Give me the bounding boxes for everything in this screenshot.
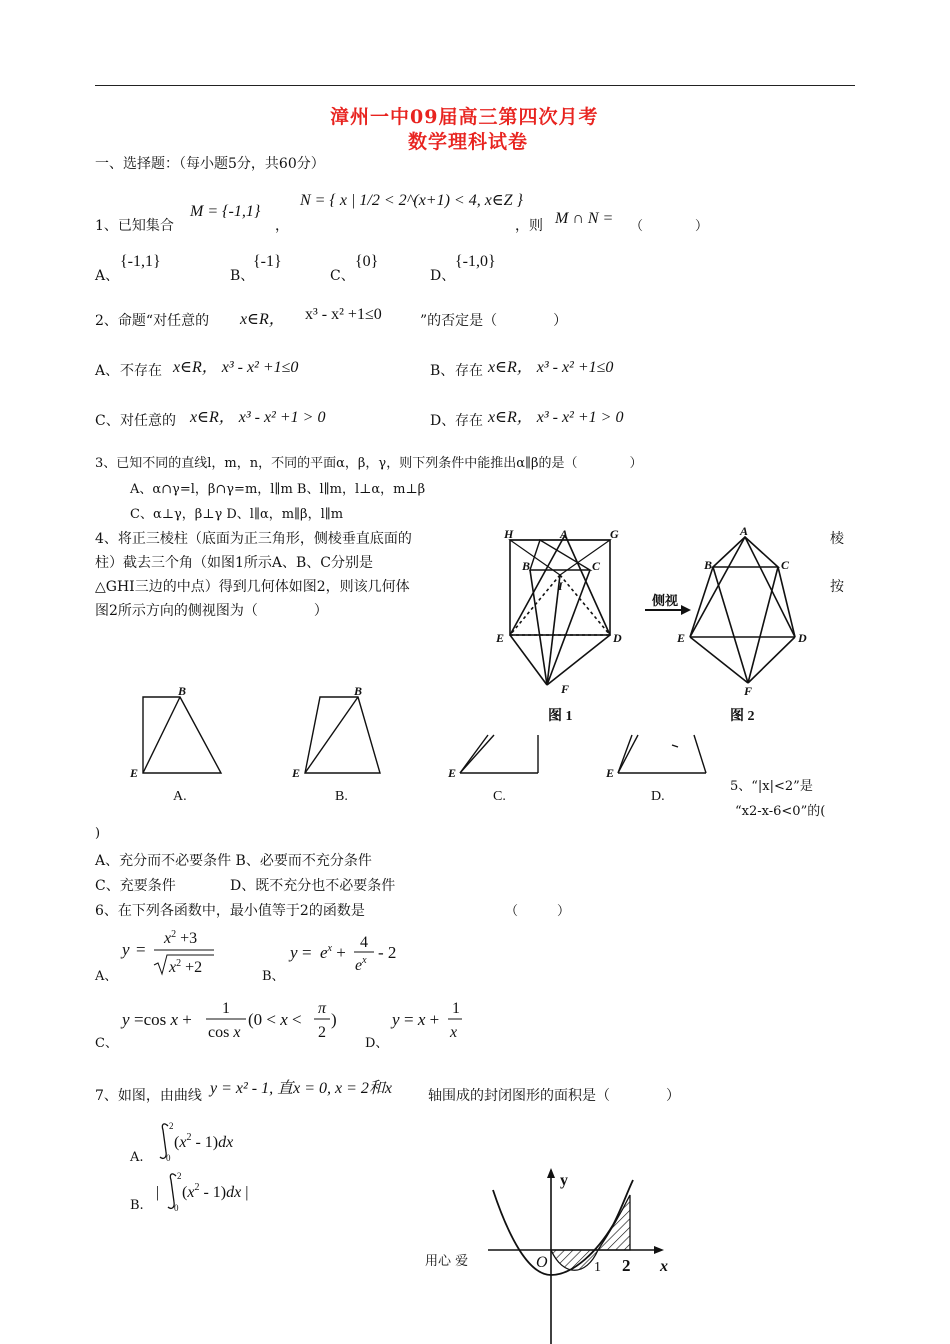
q1-option-a: {-1,1}: [120, 253, 161, 270]
side-view-label: 侧视: [652, 594, 679, 609]
header-rule: [95, 85, 855, 86]
fig2-label-b: B: [704, 558, 713, 572]
q6-option-a-formula: [122, 925, 222, 980]
q1-stem: 1、已知集合: [95, 218, 174, 234]
q7-stem-post: 轴围成的封闭图形的面积是（ ）: [428, 1088, 680, 1104]
q2-option-b-text: 存在: [455, 363, 483, 379]
q6-option-b-formula: [290, 930, 410, 980]
q1-option-c-letter: C、: [330, 268, 355, 284]
svg-text:4: 4: [360, 934, 368, 951]
graph-label-x: x: [660, 1258, 668, 1275]
q7-option-a-formula: [156, 1120, 266, 1165]
fig1-label-e: E: [496, 631, 505, 645]
y-axis-arrow-icon: [547, 1168, 555, 1178]
svg-text:ex +: $e^x$ +: [320, 943, 346, 962]
fig1-label-h: H: [504, 527, 514, 541]
q4-figure-1: [490, 525, 630, 725]
fig2-label-c: C: [781, 558, 790, 572]
q5-option-d: D、既不充分也不必要条件: [230, 878, 396, 894]
svg-text:=: =: [302, 943, 312, 962]
q2-option-a-text: 不存在: [120, 363, 162, 379]
choice-d-caption: D.: [651, 789, 665, 804]
svg-text:y: y: [122, 1010, 130, 1029]
q2-stem: 2、命题“对任意的: [95, 313, 210, 329]
q5-options-ab: A、充分而不必要条件 B、必要而不充分条件: [95, 853, 372, 869]
fig1-label-g: G: [610, 527, 619, 541]
q6-option-c-letter: C、: [95, 1036, 118, 1051]
q1-option-b-letter: B、: [230, 268, 255, 284]
q1-option-b: {-1}: [253, 253, 282, 270]
q3-stem: 3、已知不同的直线l，m，n，不同的平面α，β，γ，则下列条件中能推出α∥β的是（ ）: [95, 456, 643, 471]
q2-option-b-letter: B、: [430, 363, 455, 379]
page-title: 漳州一中09届高三第四次月考: [330, 106, 599, 128]
svg-text:π: π: [318, 1000, 327, 1017]
q4-line3: △GHI三边的中点）得到几何体如图2，则该几何体: [95, 579, 410, 595]
q4-right-1: 棱: [830, 531, 844, 547]
q2-option-d-text: 存在: [455, 413, 483, 429]
q6-option-b-letter: B、: [262, 969, 285, 984]
svg-text:x2 +3: $x^2 +3$: [164, 929, 198, 947]
svg-text:): ): [331, 1010, 337, 1029]
q7-option-a-letter: A.: [130, 1150, 144, 1165]
q1-expr: M ∩ N =: [555, 210, 614, 227]
q3-options-cd: C、α⊥γ，β⊥γ D、l∥α，m∥β，l∥m: [130, 507, 344, 522]
fig2-caption: 图 2: [730, 709, 755, 724]
q2-option-a-math: x∈R， x³ - x² +1≤0: [173, 359, 299, 376]
q6-paren: （ ）: [505, 904, 571, 919]
svg-text:=cos x +: =cos x +: [134, 1010, 192, 1029]
svg-text:x2 +2: $x^2 +2$: [169, 958, 203, 976]
fig1-label-a: A: [560, 527, 569, 541]
q4-choice-c: [448, 725, 548, 805]
svg-text:2: 2: [169, 1121, 174, 1131]
q4-choice-a: [128, 685, 233, 805]
choice-a-caption: A.: [173, 789, 187, 804]
q4-right-2: 按: [830, 579, 844, 595]
fig1-label-f: F: [561, 682, 570, 696]
choice-a-label-b: B: [178, 684, 187, 698]
choice-b-caption: B.: [335, 789, 348, 804]
q4-figure-2: [677, 524, 815, 725]
graph-label-y: y: [560, 1172, 568, 1189]
fig1-label-b: B: [522, 559, 531, 573]
q5-line3: ): [95, 826, 101, 841]
choice-d-label-e: E: [606, 766, 615, 780]
graph-label-1: 1: [594, 1260, 601, 1275]
svg-text:2: 2: [318, 1024, 326, 1041]
svg-text:1: 1: [452, 1000, 460, 1017]
svg-text:(x2 - 1)dx |: $(x^2 - 1)dx$ |: [182, 1182, 249, 1201]
q1-set-n: N = { x | 1/2 < 2^(x+1) < 4, x∈Z }: [300, 192, 523, 209]
choice-c-caption: C.: [493, 789, 506, 804]
choice-b-label-b: B: [354, 684, 363, 698]
choice-a-label-e: E: [130, 766, 139, 780]
q2-option-c-math: x∈R， x³ - x² +1 > 0: [190, 409, 326, 426]
svg-text:y: y: [290, 943, 298, 962]
q4-choice-d: [606, 725, 716, 805]
svg-text:y: y: [392, 1010, 400, 1029]
q1-option-d: {-1,0}: [455, 253, 496, 270]
q5-line2: “x2-x-6<0”的(: [735, 804, 826, 819]
choice-b-label-e: E: [292, 766, 301, 780]
q1-comma: ，: [275, 218, 289, 234]
fig2-label-a: A: [740, 524, 749, 538]
q1-option-d-letter: D、: [430, 268, 456, 284]
q4-line1: 4、将正三棱柱（底面为正三角形，侧棱垂直底面的: [95, 531, 412, 547]
page-subtitle: 数学理科试卷: [408, 131, 529, 153]
q2-option-a-letter: A、: [95, 363, 120, 379]
q1-paren: （ ）: [630, 219, 709, 234]
x-axis-arrow-icon: [654, 1246, 664, 1254]
q3-options-ab: A、α∩γ=l，β∩γ=m，l∥m B、l∥m，l⊥α，m⊥β: [130, 482, 426, 497]
svg-text:1: 1: [222, 1000, 230, 1017]
q7-stem-math: y = x² - 1, 直x = 0, x = 2和x: [210, 1080, 393, 1097]
q6-option-d-formula: [392, 995, 472, 1050]
graph-label-2: 2: [622, 1256, 631, 1275]
q6-stem: 6、在下列各函数中，最小值等于2的函数是: [95, 903, 365, 919]
q5-option-c: C、充要条件: [95, 878, 176, 894]
fig1-label-d: D: [613, 631, 622, 645]
section-heading: 一、选择题：（每小题5分，共60分）: [95, 156, 325, 172]
graph-label-o: O: [536, 1254, 548, 1271]
svg-text:(x2 - 1)dx: $(x^2 - 1)dx$: [174, 1132, 234, 1151]
fig2-label-e: E: [677, 631, 686, 645]
svg-text:y: y: [122, 940, 130, 959]
q1-option-c: {0}: [355, 253, 379, 270]
svg-text:0: 0: [174, 1203, 179, 1213]
q7-graph: [488, 1165, 688, 1344]
q2-option-b-math: x∈R， x³ - x² +1≤0: [488, 359, 614, 376]
q2-option-c-letter: C、: [95, 413, 120, 429]
choice-c-label-e: E: [448, 766, 457, 780]
svg-text:cos x: cos x: [208, 1024, 241, 1041]
svg-text:=: =: [136, 940, 146, 959]
svg-text:|: |: [156, 1184, 160, 1201]
q1-set-m: M = {-1,1}: [190, 203, 261, 220]
svg-text:ex: $e^x$: [355, 955, 367, 974]
q2-stem-post: ”的否定是（ ）: [420, 313, 568, 329]
fig1-label-c: C: [592, 559, 601, 573]
q4-choice-b: [290, 685, 395, 805]
fig1-label-i: I: [558, 579, 563, 593]
svg-text:0: 0: [166, 1153, 171, 1163]
q6-option-c-formula: [122, 995, 342, 1050]
q7-stem: 7、如图，由曲线: [95, 1088, 202, 1104]
fig1-caption: 图 1: [548, 709, 573, 724]
q2-option-c-text: 对任意的: [120, 413, 176, 429]
q2-stem-expr: x³ - x² +1≤0: [305, 306, 382, 323]
svg-text:- 2: - 2: [378, 943, 397, 962]
q6-option-d-letter: D、: [365, 1036, 389, 1051]
q5-line1: 5、“|x|<2”是: [730, 779, 813, 794]
q4-line2: 柱）截去三个角（如图1所示A、B、C分别是: [95, 555, 374, 571]
q2-option-d-math: x∈R， x³ - x² +1 > 0: [488, 409, 624, 426]
fig2-label-f: F: [744, 684, 753, 698]
q7-option-b-letter: B.: [130, 1198, 144, 1213]
svg-text:= x +: = x +: [404, 1010, 440, 1029]
q2-stem-x: x∈R，: [240, 311, 285, 328]
q4-line4: 图2所示方向的侧视图为（ ）: [95, 603, 328, 619]
svg-text:2: 2: [177, 1171, 182, 1181]
q2-option-d-letter: D、: [430, 413, 456, 429]
svg-text:x: x: [450, 1024, 458, 1041]
q1-then: ，则: [515, 218, 543, 234]
fig2-label-d: D: [798, 631, 807, 645]
footer-text: 用心 爱: [425, 1254, 469, 1269]
q7-option-b-formula: [156, 1170, 276, 1215]
svg-text:(0 < x <: (0 < x <: [248, 1010, 302, 1029]
q6-option-a-letter: A、: [95, 969, 118, 984]
q1-option-a-letter: A、: [95, 268, 120, 284]
